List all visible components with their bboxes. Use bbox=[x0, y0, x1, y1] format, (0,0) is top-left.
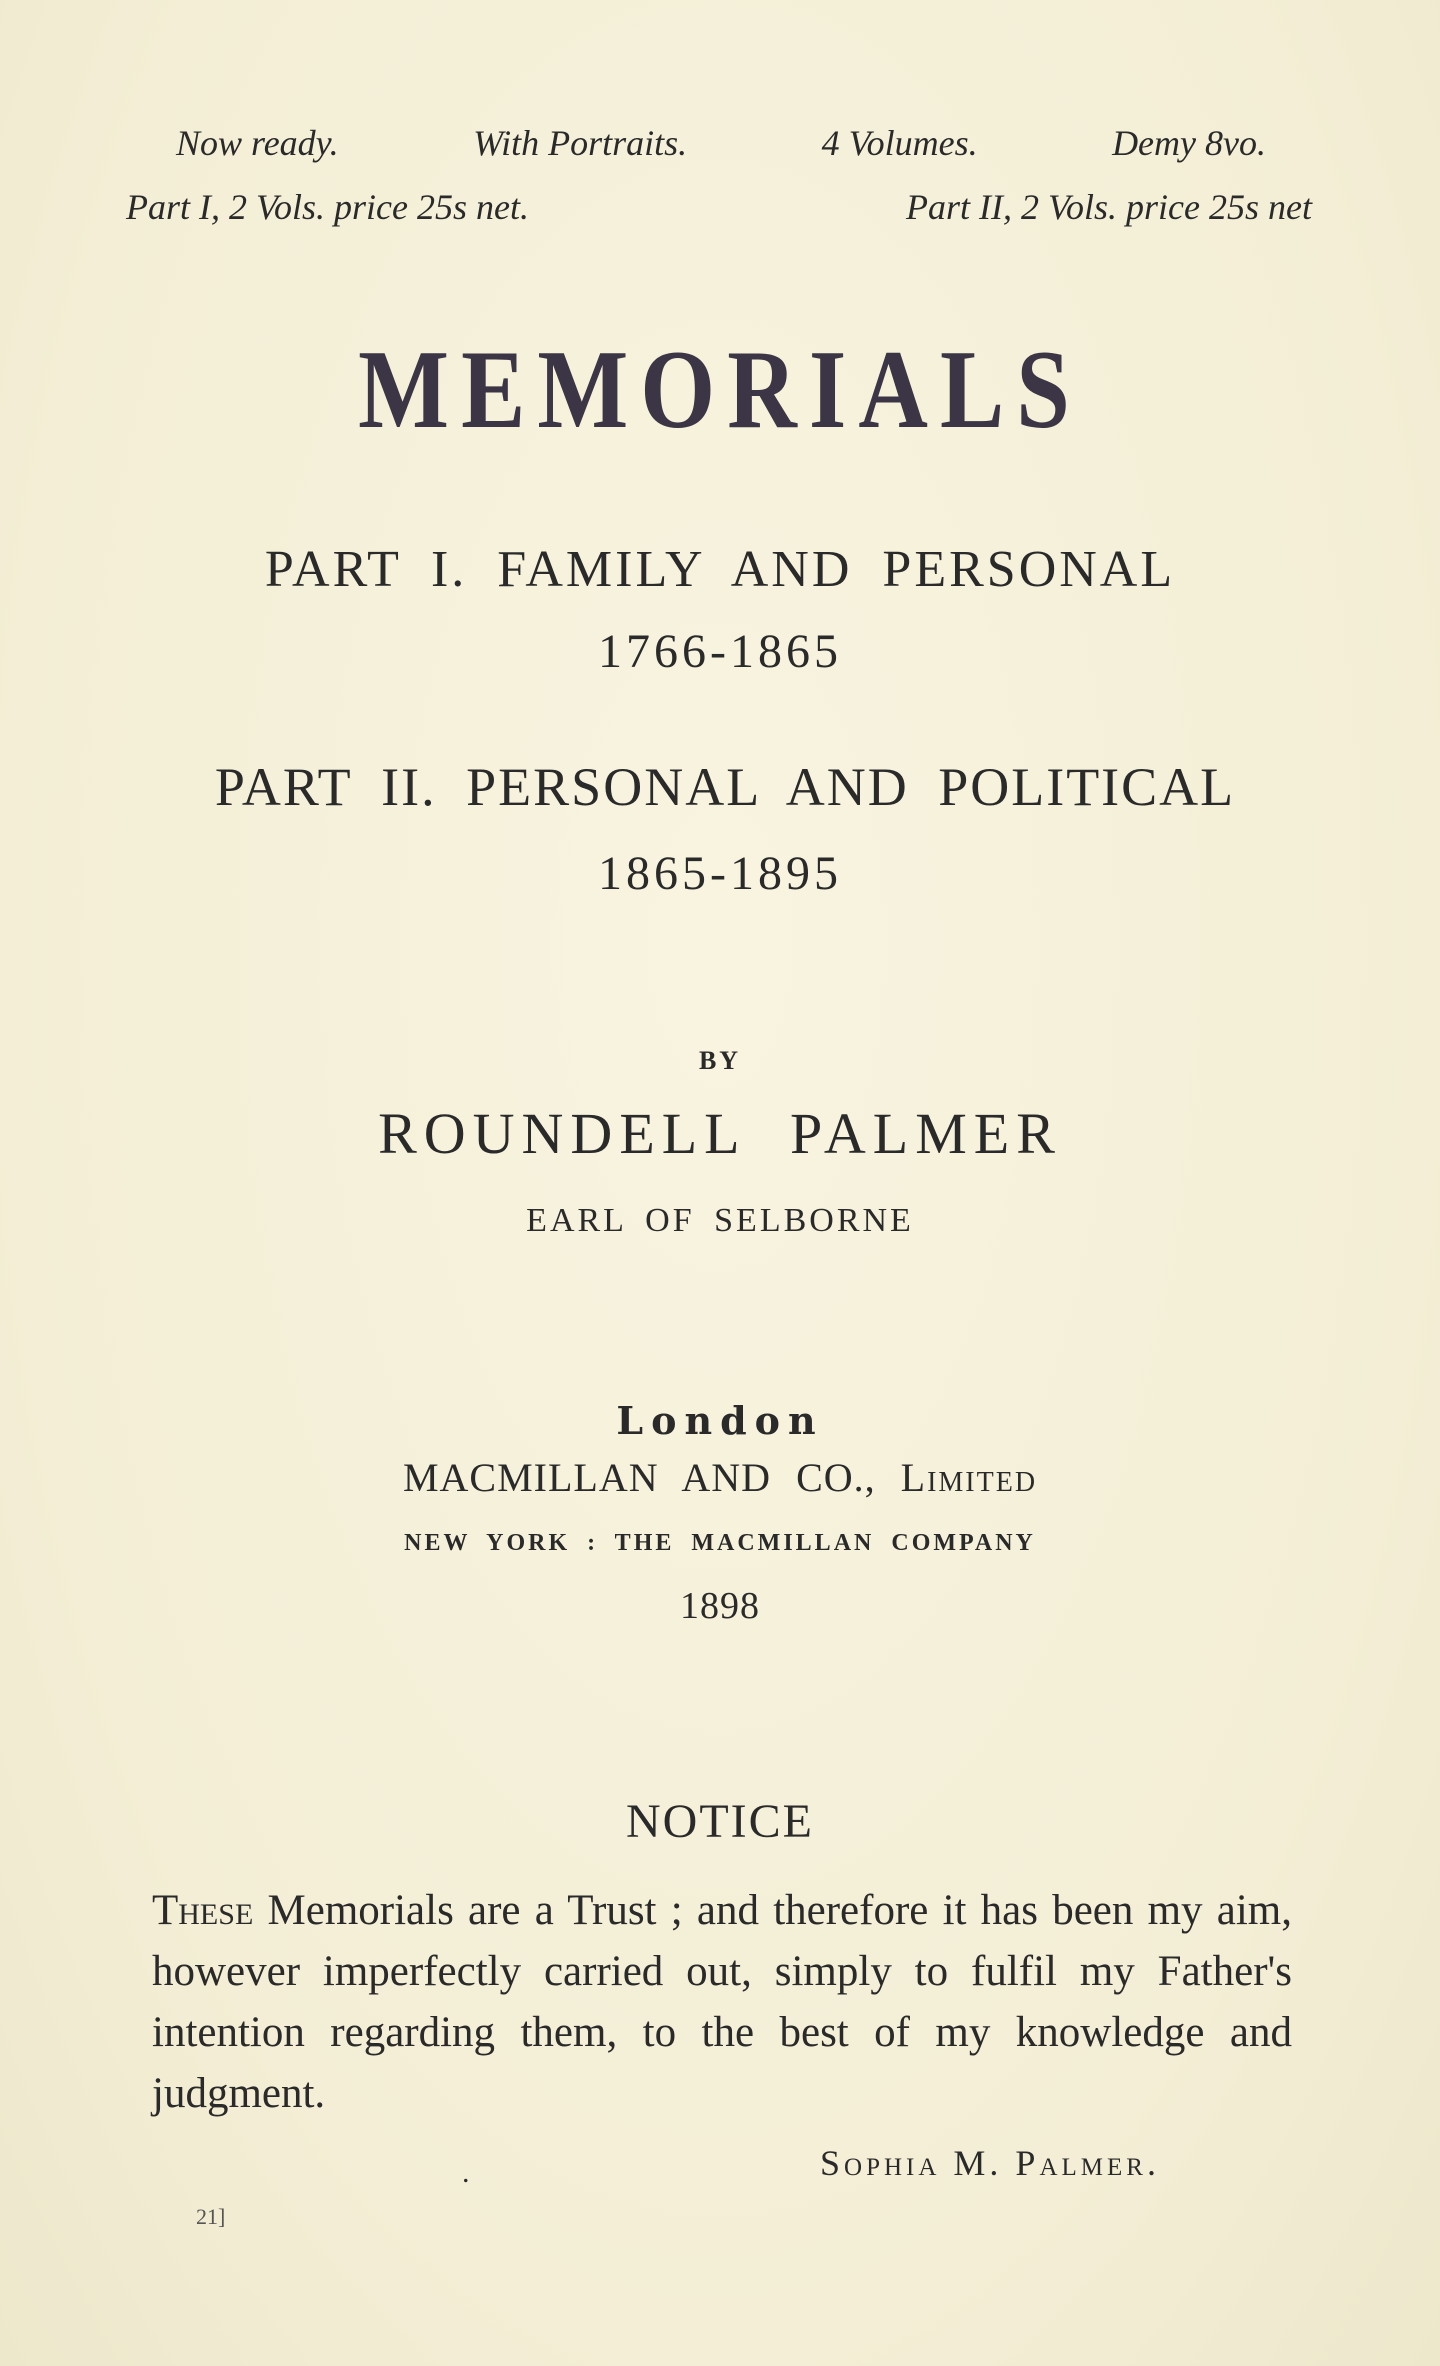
book-title: MEMORIALS bbox=[358, 328, 1082, 452]
ad-with-portraits: With Portraits. bbox=[473, 123, 688, 163]
ad-part2-price: Part II, 2 Vols. price 25s net bbox=[906, 187, 1312, 227]
signature-mark: 21] bbox=[196, 2204, 226, 2229]
notice-text: Memorials are a Trust ; and therefore it has been my aim, however imperfectly carried out, simply to fulfil my Father's intention regarding them, to the best of my knowledge and judgment. bbox=[152, 1887, 1292, 2117]
notice-heading: NOTICE bbox=[626, 1795, 814, 1848]
notice-body bbox=[152, 1880, 1292, 2124]
publisher-suffix: Limited bbox=[900, 1455, 1038, 1500]
stray-dot: . bbox=[462, 2156, 470, 2189]
ad-volumes: 4 Volumes. bbox=[821, 123, 978, 163]
part2-years: 1865-1895 bbox=[598, 847, 842, 900]
part2-heading: PART II. PERSONAL AND POLITICAL bbox=[214, 757, 1236, 817]
imprint-year: 1898 bbox=[680, 1585, 760, 1627]
part1-heading: PART I. FAMILY AND PERSONAL bbox=[264, 541, 1176, 598]
author-title: EARL OF SELBORNE bbox=[526, 1202, 914, 1239]
ad-part1-price: Part I, 2 Vols. price 25s net. bbox=[126, 187, 529, 227]
advertisement-line-2 bbox=[126, 186, 1312, 228]
ad-format: Demy 8vo. bbox=[1112, 123, 1266, 163]
by-label: BY bbox=[698, 1046, 742, 1075]
imprint-city: London bbox=[616, 1398, 824, 1443]
imprint-new-york: NEW YORK : THE MACMILLAN COMPANY bbox=[404, 1530, 1036, 1556]
advertisement-line-1 bbox=[176, 122, 1266, 164]
publisher-main: MACMILLAN AND CO., bbox=[402, 1455, 876, 1500]
author-name: ROUNDELL PALMER bbox=[378, 1101, 1062, 1166]
notice-signature: Sophia M. Palmer. bbox=[820, 2143, 1160, 2183]
ad-now-ready: Now ready. bbox=[176, 123, 339, 163]
notice-lead: These bbox=[152, 1887, 254, 1934]
part1-years: 1766-1865 bbox=[598, 625, 842, 678]
imprint-publisher bbox=[0, 1454, 1440, 1501]
